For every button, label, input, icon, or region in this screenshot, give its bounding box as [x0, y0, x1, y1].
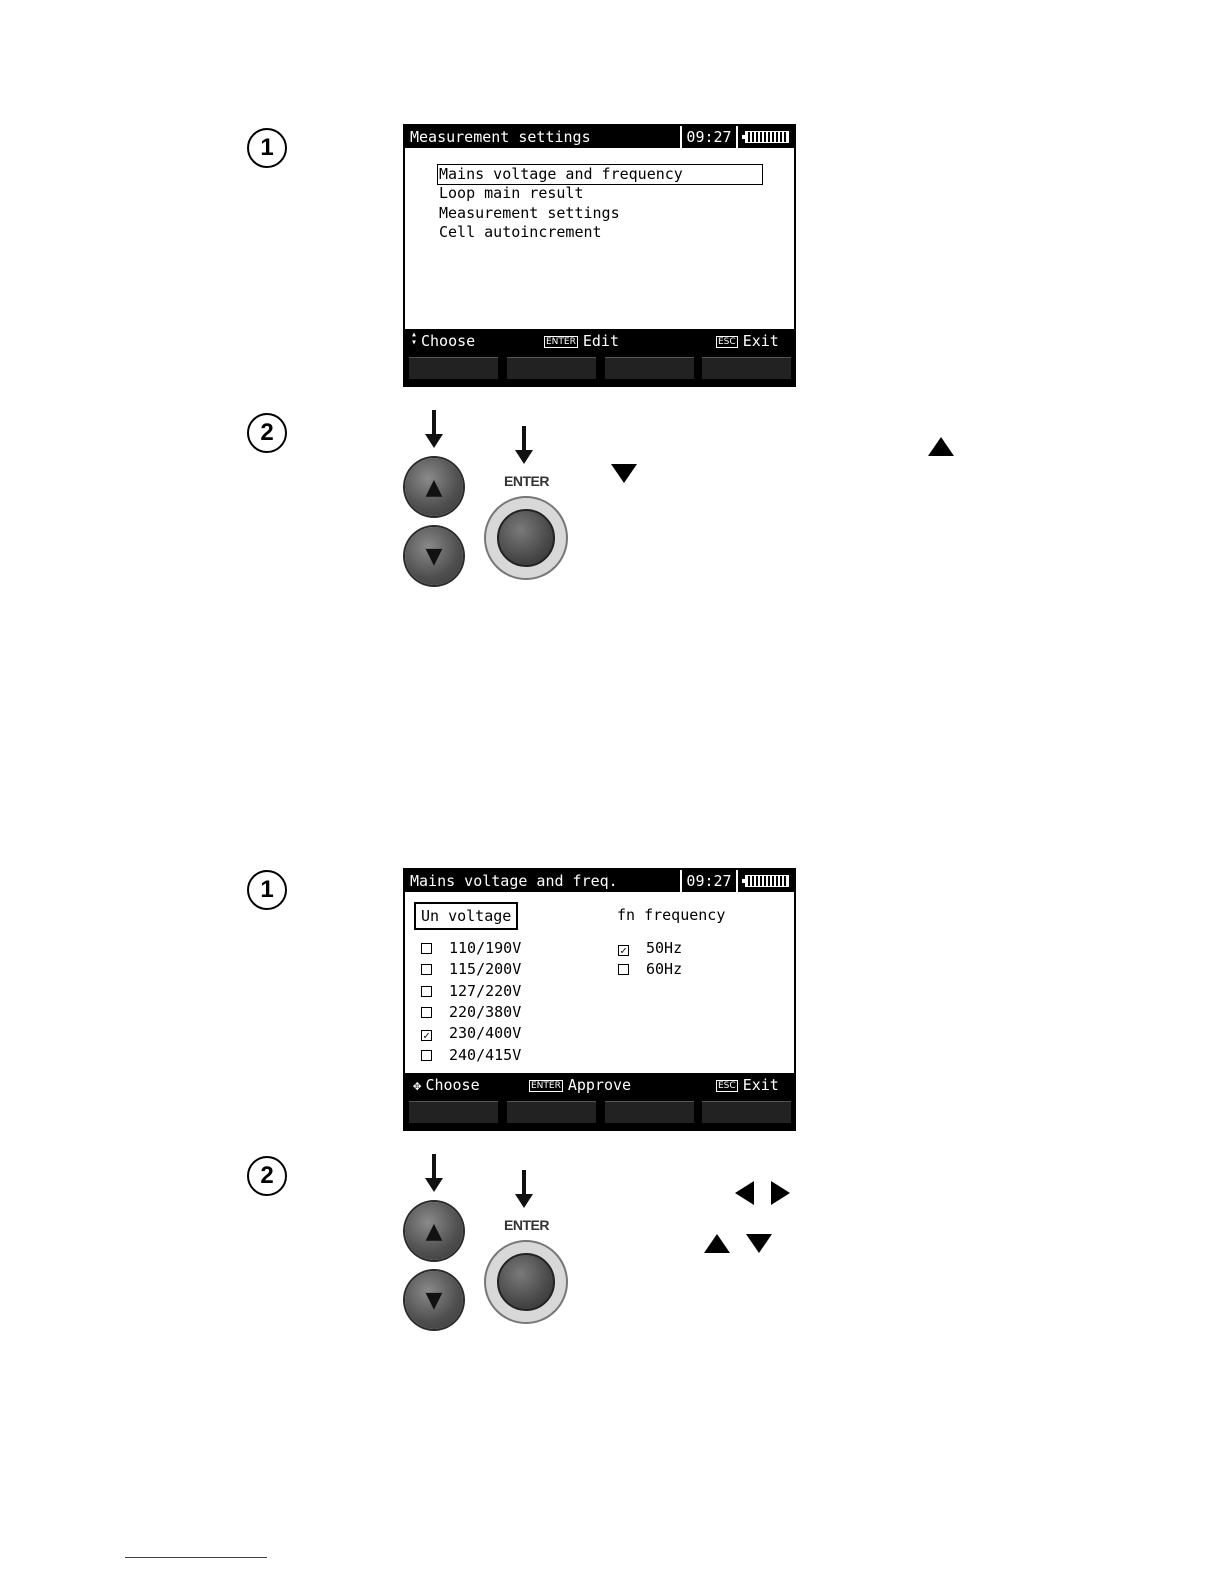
screen-title: Measurement settings [410, 128, 591, 146]
step-number-1: 1 [247, 870, 287, 910]
screen-title: Mains voltage and freq. [410, 872, 618, 890]
voltage-label: 240/415V [449, 1046, 522, 1064]
choose-hint [413, 1073, 480, 1098]
four-way-arrows-icon: ✥ [413, 1078, 422, 1094]
frequency-label: 60Hz [646, 960, 683, 978]
frequency-tab[interactable]: fn frequency [617, 906, 726, 924]
hint-bar [405, 329, 794, 353]
exit-label: Exit [742, 1076, 779, 1094]
checkbox-icon[interactable] [421, 943, 432, 954]
esc-key-icon: ESC [718, 337, 736, 347]
voltage-label: 220/380V [449, 1003, 522, 1021]
down-arrow-icon [746, 1234, 772, 1253]
function-key-2[interactable] [507, 357, 596, 379]
voltage-label: 110/190V [449, 939, 522, 957]
down-button[interactable]: ▼ [405, 527, 463, 585]
voltage-option[interactable] [421, 938, 521, 958]
step-number-2: 2 [247, 413, 287, 453]
function-key-2[interactable] [507, 1101, 596, 1123]
function-key-1[interactable] [409, 357, 498, 379]
choose-hint [411, 329, 475, 353]
menu-item-cell-autoincrement[interactable]: Cell autoincrement [439, 223, 602, 241]
frequency-option[interactable] [618, 959, 682, 979]
menu-item-mains-voltage[interactable]: Mains voltage and frequency [438, 165, 762, 184]
enter-label: ENTER [504, 473, 549, 489]
left-arrow-icon [735, 1181, 754, 1205]
approve-label: Approve [567, 1076, 632, 1094]
exit-label: Exit [742, 332, 779, 350]
hint-bar [405, 1073, 794, 1097]
press-arrow-icon [432, 1154, 436, 1180]
enter-label: ENTER [504, 1217, 549, 1233]
battery-icon [745, 131, 789, 143]
voltage-option[interactable] [421, 1023, 521, 1043]
checkbox-icon[interactable] [618, 964, 629, 975]
function-key-4[interactable] [702, 357, 791, 379]
press-arrow-icon [522, 1170, 526, 1196]
clock: 09:27 [680, 126, 738, 148]
down-arrow-icon [611, 464, 637, 483]
battery-icon [745, 875, 789, 887]
voltage-label: 230/400V [449, 1024, 522, 1042]
voltage-option[interactable] [421, 1002, 521, 1022]
function-key-4[interactable] [702, 1101, 791, 1123]
checkbox-icon[interactable] [421, 1007, 432, 1018]
esc-key-icon: ESC [718, 1081, 736, 1091]
choose-label: Choose [421, 332, 476, 350]
frequency-option[interactable] [618, 938, 682, 958]
voltage-option[interactable] [421, 959, 521, 979]
mains-voltage-screen [403, 868, 796, 1131]
right-arrow-icon [771, 1181, 790, 1205]
up-button[interactable]: ▲ [405, 1202, 463, 1260]
up-button[interactable]: ▲ [405, 458, 463, 516]
enter-key-icon: ENTER [546, 337, 576, 347]
checkbox-icon[interactable] [421, 1050, 432, 1061]
checkbox-checked-icon[interactable]: ✓ [618, 945, 629, 956]
enter-button[interactable] [484, 1240, 568, 1324]
voltage-label: 127/220V [449, 982, 522, 1000]
exit-hint [716, 329, 779, 353]
checkbox-icon[interactable] [421, 964, 432, 975]
choose-label: Choose [425, 1076, 480, 1094]
edit-label: Edit [582, 332, 619, 350]
function-keys [405, 353, 794, 385]
checkbox-icon[interactable] [421, 986, 432, 997]
voltage-option[interactable] [421, 1045, 521, 1065]
voltage-option[interactable] [421, 981, 521, 1001]
menu-item-loop-main-result[interactable]: Loop main result [439, 184, 584, 202]
exit-hint [716, 1073, 779, 1097]
function-key-3[interactable] [605, 1101, 694, 1123]
press-arrow-icon [432, 410, 436, 436]
up-down-arrows-icon: ▴ ▾ [411, 329, 418, 348]
menu-item-measurement-settings[interactable]: Measurement settings [439, 204, 620, 222]
edit-hint [544, 329, 619, 353]
checkbox-checked-icon[interactable]: ✓ [421, 1030, 432, 1041]
approve-hint [529, 1073, 631, 1097]
function-key-1[interactable] [409, 1101, 498, 1123]
function-keys [405, 1097, 794, 1129]
step-number-1: 1 [247, 128, 287, 168]
down-button[interactable]: ▼ [405, 1271, 463, 1329]
press-arrow-icon [522, 426, 526, 452]
title-bar [405, 126, 794, 148]
function-key-3[interactable] [605, 357, 694, 379]
up-arrow-icon [928, 437, 954, 456]
voltage-tab[interactable]: Un voltage [414, 902, 518, 930]
step-number-2: 2 [247, 1156, 287, 1196]
measurement-settings-screen [403, 124, 796, 387]
enter-key-icon: ENTER [531, 1081, 561, 1091]
title-bar [405, 870, 794, 892]
up-arrow-icon [704, 1234, 730, 1253]
footnote-rule [125, 1557, 267, 1558]
clock: 09:27 [680, 870, 738, 892]
enter-button[interactable] [484, 496, 568, 580]
frequency-label: 50Hz [646, 939, 683, 957]
voltage-label: 115/200V [449, 960, 522, 978]
